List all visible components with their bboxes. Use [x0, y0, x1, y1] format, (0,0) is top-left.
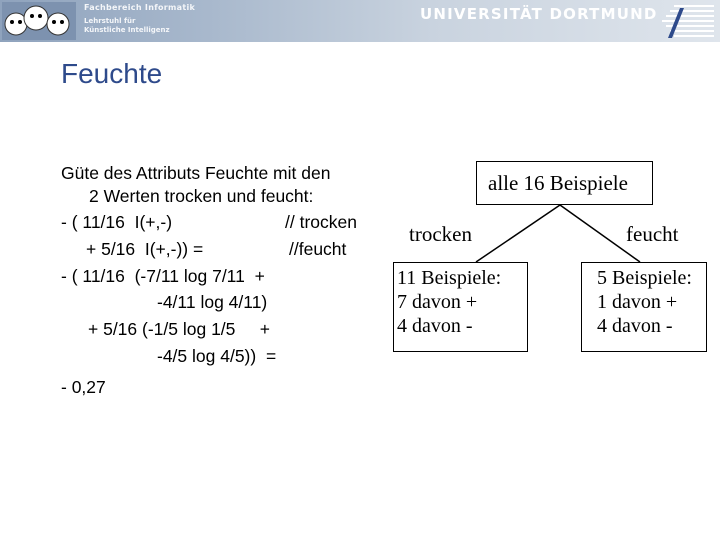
text-line-4: + 5/16 I(+,-)) = — [86, 239, 204, 259]
text-line-6: -4/11 log 4/11) — [157, 292, 268, 312]
text-line-5: - ( 11/16 (-7/11 log 7/11 + — [61, 266, 265, 286]
leaf-node-feucht — [581, 262, 707, 352]
leaf-feucht-line-2: 1 davon + — [597, 291, 678, 313]
text-line-4-comment: //feucht — [289, 239, 347, 259]
text-line-3: - ( 11/16 I(+,-) — [61, 212, 173, 232]
branch-label-feucht: feucht — [626, 222, 679, 246]
leaf-feucht-line-3: 4 davon - — [597, 315, 673, 337]
tree-root-node — [476, 161, 653, 205]
chair-line2: Künstliche Intelligenz — [84, 26, 170, 34]
leaf-trocken-line-1: 11 Beispiele: — [397, 267, 502, 289]
leaf-feucht-line-1: 5 Beispiele: — [597, 267, 692, 289]
root-label: alle 16 Beispiele — [488, 171, 628, 195]
text-line-2: 2 Werten trocken und feucht: — [89, 186, 314, 206]
leaf-trocken-line-2: 7 davon + — [397, 291, 478, 313]
leaf-node-trocken — [393, 262, 528, 352]
university-name: UNIVERSITÄT DORTMUND — [420, 5, 658, 23]
edge-left — [476, 205, 560, 262]
text-line-1: Güte des Attributs Feuchte mit den — [61, 163, 331, 183]
text-line-3-comment: // trocken — [285, 212, 357, 232]
text-line-7: + 5/16 (-1/5 log 1/5 + — [88, 319, 270, 339]
chair-line1: Lehrstuhl für — [84, 17, 136, 25]
text-line-9: - 0,27 — [61, 377, 106, 397]
leaf-trocken-line-3: 4 davon - — [397, 315, 473, 337]
slide-title: Feuchte — [61, 58, 163, 89]
faculty-name: Fachbereich Informatik — [84, 3, 196, 12]
text-line-8: -4/5 log 4/5)) = — [157, 346, 277, 366]
branch-label-trocken: trocken — [409, 222, 472, 246]
